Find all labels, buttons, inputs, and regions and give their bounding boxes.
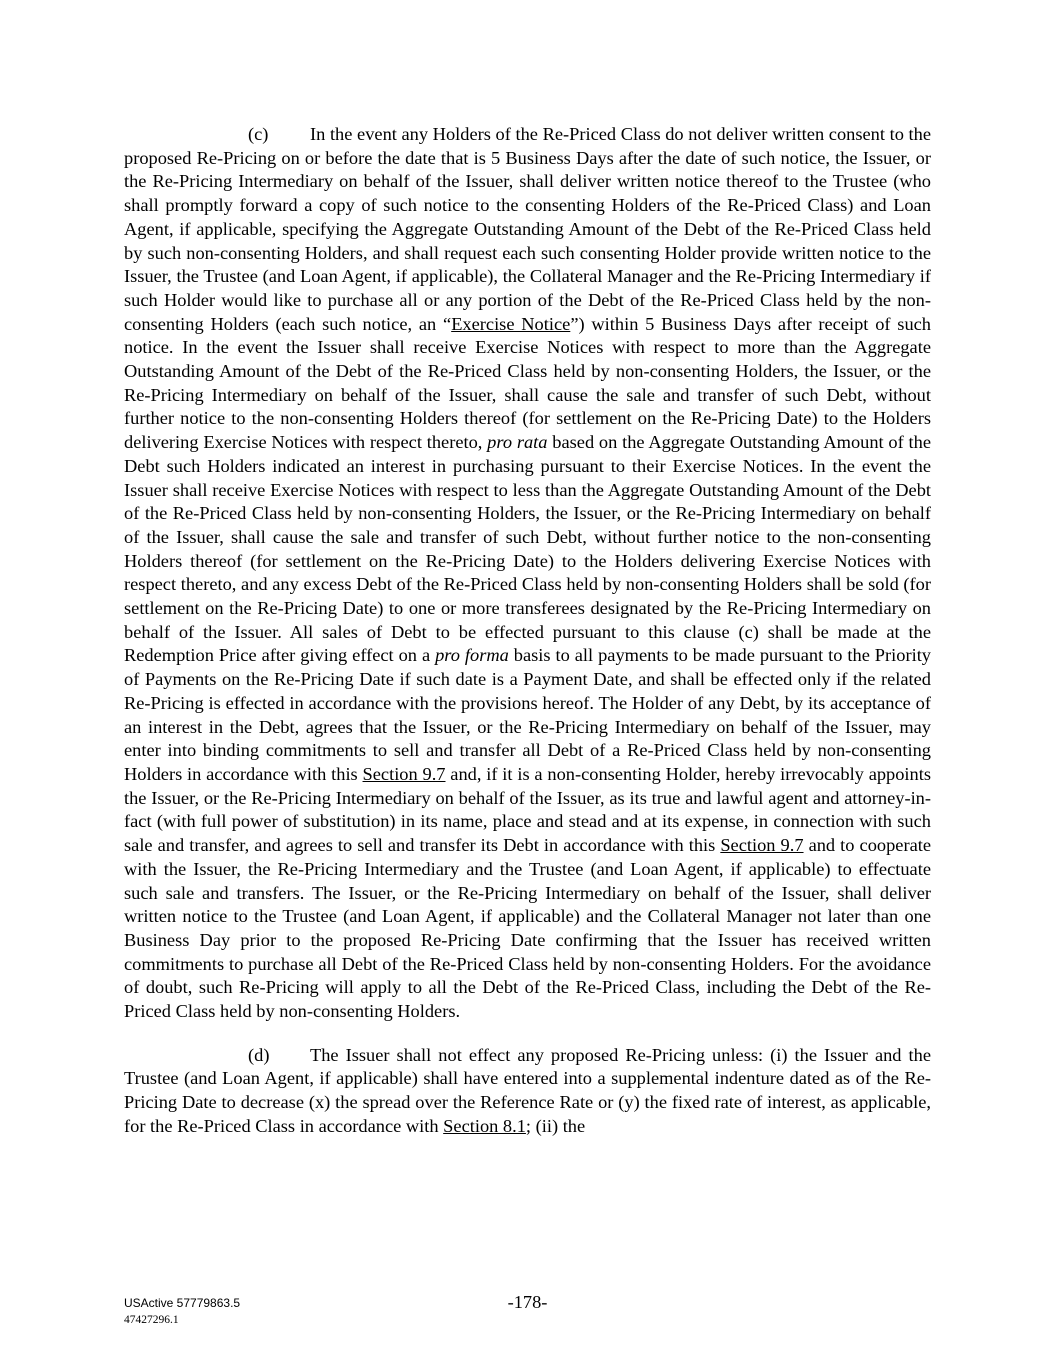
- section-9-7-reference-2: Section 9.7: [720, 835, 804, 856]
- section-9-7-reference-1: Section 9.7: [362, 763, 446, 784]
- document-body: [124, 123, 931, 1139]
- paragraph-d-text-1: The Issuer shall not effect any proposed Re-Pricing unless: (i) the Issuer and the Trustee (and Loan Agent, if applicable) shall have entered into a supplemental indenture dated as of the Re-Pricing Date to decrease (x) the spread over the Reference Rate or (y) the fixed rate of interest, as applicable, for the Re-Priced Class in accordance with: [124, 1044, 931, 1136]
- paragraph-d-text-2: ; (ii) the: [525, 1115, 586, 1136]
- paragraph-c-text-1: In the event any Holders of the Re-Priced Class do not deliver written consent to the proposed Re-Pricing on or before the date that is 5 Business Days after the date of such notice, the Issuer, or the Re-Pricing Intermediary on behalf of the Issuer, shall deliver written notice thereof to the Trustee (who shall promptly forward a copy of such notice to the consenting Holders of the Re-Priced Class) and Loan Agent, if applicable, specifying the Aggregate Outstanding Amount of the Debt of the Re-Priced Class held by such non-consenting Holders, and shall request each such consenting Holder provide written notice to the Issuer, the Trustee (and Loan Agent, if applicable), the Collateral Manager and the Re-Pricing Intermediary if such Holder would like to purchase all or any portion of the Debt of the Re-Priced Class held by the non-consenting Holders (each such notice, an “: [124, 124, 931, 334]
- paragraph-c-text-3: based on the Aggregate Outstanding Amount of the Debt such Holders indicated an interest in purchasing pursuant to their Exercise Notices. In the event the Issuer shall receive Exercise Notices with respect to less than the Aggregate Outstanding Amount of the Debt of the Re-Priced Class held by non-consenting Holders, the Issuer, or the Re-Pricing Intermediary on behalf of the Issuer, shall cause the sale and transfer of such Debt, without further notice to the non-consenting Holders thereof (for settlement on the Re-Pricing Date) to the Holders delivering Exercise Notices with respect thereto, and any excess Debt of the Re-Priced Class held by non-consenting Holders shall be sold (for settlement on the Re-Pricing Date) to one or more transferees designated by the Re-Pricing Intermediary on behalf of the Issuer. All sales of Debt to be effected pursuant to this clause (c) shall be made at the Redemption Price after giving effect on a: [124, 432, 932, 666]
- footer-secondary-id: 47427296.1: [124, 1314, 179, 1326]
- paragraph-c-text-4: basis to all payments to be made pursuant to the Priority of Payments on the Re-Pricing Date if such date is a Payment Date, and shall be effected only if the related Re-Pricing is effected in accordance with the provisions hereof. The Holder of any Debt, by its acceptance of an interest in the Debt, agrees that the Issuer, or the Re-Pricing Intermediary on behalf of the Issuer, may enter into binding commitments to sell and transfer all Debt of a Re-Priced Class held by non-consenting Holders in accordance with this: [124, 645, 932, 784]
- paragraph-d: [124, 1044, 931, 1139]
- page-number: -178-: [507, 1292, 548, 1312]
- section-8-1-reference: Section 8.1: [443, 1115, 526, 1136]
- paragraph-c-text-5: and, if it is a non-consenting Holder, hereby irrevocably appoints the Issuer, or the Re-Pricing Intermediary on behalf of the Issuer, as its true and lawful agent and attorney-in-fact (with full power of substitution) in its name, place and stead and at its expense, in connection with such sale and transfer, and agrees to sell and transfer its Debt in accordance with this: [124, 763, 932, 856]
- paragraph-c-text-2: ”) within 5 Business Days after receipt of such notice. In the event the Issuer shall receive Exercise Notices with respect to more than the Aggregate Outstanding Amount of the Debt of the Re-Priced Class held by non-consenting Holders, the Issuer, or the Re-Pricing Intermediary on behalf of the Issuer, shall cause the sale and transfer of such Debt, without further notice to the non-consenting Holders thereof (for settlement on the Re-Pricing Date) to the Holders delivering Exercise Notices with respect thereto,: [124, 313, 932, 453]
- exercise-notice-term: Exercise Notice: [451, 313, 571, 334]
- paragraph-c: [124, 123, 931, 1024]
- clause-label-c: (c): [248, 124, 269, 144]
- pro-rata-term: pro rata: [487, 432, 548, 453]
- paragraph-c-text-6: and to cooperate with the Issuer, the Re-Pricing Intermediary and the Trustee (and Loan Agent, if applicable) to effectuate such sale and transfers. The Issuer, or the Re-Pricing Intermediary on behalf of the Issuer, shall deliver written notice to the Trustee (and Loan Agent, if applicable) and the Collateral Manager not later than one Business Day prior to the proposed Re-Pricing Date confirming that the Issuer has received written commitments to purchase all Debt of the Re-Priced Class held by non-consenting Holders. For the avoidance of doubt, such Re-Pricing will apply to all the Debt of the Re-Priced Class, including the Debt of the Re-Priced Class held by non-consenting Holders.: [124, 835, 931, 1022]
- clause-label-d: (d): [248, 1044, 270, 1065]
- footer-document-id: USActive 57779863.5: [124, 1296, 241, 1310]
- pro-forma-term: pro forma: [435, 645, 509, 666]
